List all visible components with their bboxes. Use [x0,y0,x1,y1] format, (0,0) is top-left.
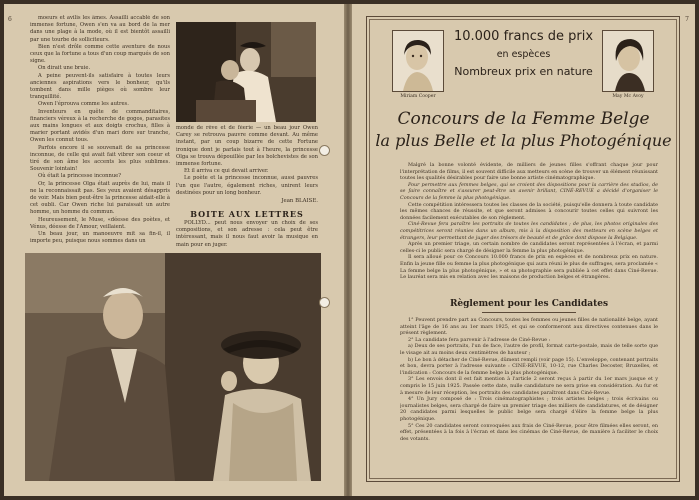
contest-title-line2: la plus Belle et la plus Photogénique [375,131,672,150]
paragraph: A peine peuvent-ils satisfaire à toutes leurs anciennes aspirations vers le bonheur, qu'ils tombent dans mille pièges où sombre leur tranquillité. [30,72,170,101]
paragraph: Le poète et la princesse inconnue, aussi pauvres l'un que l'autre, également riches, unirent leurs destinées pour un long bonheur. [176,175,318,196]
rule-item: a) Deux de ses portraits, l'un de face, l'autre de profil, format carte-postale, mais de telle sorte que le visage ait au moins deux centimètres de hauteur ; [400,343,658,356]
letters-text [176,220,318,250]
paragraph: Heureusement, le Muse, «déesse des poètes, et Vénus, déesse de l'Amour, veillaient. [30,216,170,230]
paragraph: Parfois encore il se souvenait de sa princesse inconnue, de celle qui avait fait vibrer son coeur et tiré de son âme les accents les plus sublimes. Souvenir lointain! [30,144,170,173]
paragraph: Après un premier triage, un certain nombre de candidates seront représentées à l'écran, et parmi celles-ci le public sera chargé de désigner la femme la plus photogénique. [400,241,658,254]
film-still-bottom-image [25,253,321,481]
binding-hole [319,297,330,308]
rule-item: 3° Les envois dont il est fait mention à l'article 2 seront reçus à partir du 1er mars jusque et y compris le 15 juin 1925. Passée cette date, nulle candidature ne sera prise en considération. Au fur et à mesure de leur réception, les portraits des candidates paraîtront dans Ciné-Revue. [400,376,658,396]
article-signature: Jean BLAISE. [281,198,318,203]
paragraph: Où était la princesse inconnue? [38,173,122,180]
portrait-left-caption: Miriam Cooper [400,94,436,99]
paragraph: moeurs et avilis les âmes. Assailli accablé de son immense fortune, Owen s'en va au bord de la mer dans une plage à la mode, où il est bientôt assailli par une tourbe de solliciteurs. [30,15,170,43]
right-page [352,4,695,496]
binding-gutter [344,4,352,496]
rules-heading-underline [482,312,576,313]
portrait-right-caption: May Mc Avoy [612,94,644,99]
letters-heading: BOITE AUX LETTRES [190,209,304,219]
contest-title-line1: Concours de la Femme Belge [397,109,650,129]
paragraph: Inventeurs en quête de commanditaires, financiers véreux à la recherche de gogos, parasites aux mains longues et aux doigts crochus, filles à marier portant avidés d'un mari dore sur tranche, Owen les connut tous. [30,108,170,144]
article-column-2 [176,125,318,203]
rules-heading: Règlement pour les Candidates [449,299,609,309]
prize-cash: en espèces [496,49,551,60]
paragraph: Bien n'est drôle comme cette aventure de nous ceux que la fortune a tous d'un coup marqués de son signe. [30,43,170,65]
film-still-top-image [176,22,316,122]
paragraph: Il sera alloué pour ce Concours 10.000 francs de prix en espèces et de nombreux prix en nature. Enfin la jeune fille ou femme la plus photogénique qui aura réuni le plus de suffrages, sera proclamée « La femme belge la plus photogénique, » et sa photographie sera publiée à cet effet dans Ciné-Revue. Le lauréat sera mis en relation avec les maisons de production belges et étrangères. [400,254,658,281]
prize-in-kind: Nombreux prix en nature [454,65,593,78]
paragraph: Or, la princesse Olga était auprès de lui, mais il ne la reconnaissait pas. Ses yeux avaient désappris de voir. Mais bien peut-être la princesse aidait-elle à cet oubli. Car Owen riche lui paraissait un autre homme, un homme du commun. [30,180,170,216]
paragraph: Owen l'éprouva comme les autres. [38,101,129,108]
paragraph: monde de rêve et de féerie — un beau jour Owen Carey se retrouva pauvre comme devant. Au même instant, par un coup bizarre de cette Fortune ironique dont je parlais tout à l'heure, la princesse Olga se trouva dépouillée par les bolchevistes de son immense fortune. [176,125,318,168]
rules-list [400,317,658,467]
letters-paragraph: POLLYD... peut nous envoyer un choix de ses compositions, et son adresse : cela peut être intéressant, mais il nous faut avoir la musique en main pour en juger. [176,220,318,248]
contest-intro [400,162,658,290]
paragraph: Ciné-Revue fera paraître les portraits de toutes les candidates ; de plus, les photos originales des compétitrices seront réunies dans un album, mis à la disposition des metteurs en scène belges et étrangers, leur permettant de juger des trésors de beauté et de grâce dont dispose la Belgique. [400,221,658,241]
rule-item: b) Le bon à détacher de Ciné-Revue, dûment rempli (voir page 15). L'enveloppe, contenant portraits et bon, devra porter à l'adresse suivante : CINÉ-REVUE, 10-12, rue Charles Decoster, Bruxelles, et l'indication : Concours de la femme belge la plus photogénique. [400,356,658,376]
paragraph: Un beau jour, un manoeuvre mit sa fin-il, il importe peu, puisque nous sommes dans un [30,231,170,245]
left-page [4,4,344,496]
paragraph: Et il arriva ce qui devait arriver. [184,168,269,175]
rule-item: 4° Un Jury composé de : Trois cinématographistes ; trois artistes belges ; trois écrivains ou journalistes belges, sera chargé de faire un premier triage des milliers de candidatures, et de désigner 20 candidates parmi lesquelles le public belge sera chargé d'élire la femme belge la plus photogénique. [400,396,658,422]
paragraph: Pour permettre aux femmes belges, qui se croient des dispositions pour la carrière des studios, de se faire connaître et s'assurer peut-être un avenir brillant, CINÉ-REVUE a décidé d'organiser le Concours de la femme la plus photogénique. [400,181,658,201]
film-still-top [176,22,316,122]
binding-hole [319,145,330,156]
rule-item: 2° La candidate fera parvenir à l'adresse de Ciné-Revue : [408,336,551,343]
page-number-right: 7 [685,16,689,23]
paragraph: Cette compétition intéressera toutes les classes de la société, puisqu'elle donnera à toute candidate les mêmes chances de réussite, et que seront admises à concourir toutes celles qui suivront les données facilement exécutables de son règlement. [400,201,658,221]
paragraph: On dirait une bruie. [38,65,91,72]
prize-amount: 10.000 francs de prix [453,29,594,44]
film-still-bottom [25,253,321,481]
page-number-left: 6 [8,16,12,23]
rule-item: 1° Peuvent prendre part au Concours, toutes les femmes ou jeunes filles de nationalité belge, ayant atteint l'âge de 16 ans au 1er mars 1925, et qui se conformeront aux directives contenues dans le présent règlement. [400,317,658,337]
paragraph: Malgré la bonne volonté évidente, de milliers de jeunes filles s'offrant chaque jour pour l'interprétation de films, il est souvent difficile aux metteurs en scène de trouver un élément réunissant toutes les qualités désirables pour faire une bonne artiste cinématographique. [400,162,658,182]
article-column-1 [30,15,170,248]
rule-item: 5° Ces 20 candidates seront convoquées aux frais de Ciné-Revue, pour être filmées elles seront, en effet, présentées à la fois à l'écran et dans les cinémas de Ciné-Revue, de manière à faciliter le choix des votants. [400,422,658,442]
